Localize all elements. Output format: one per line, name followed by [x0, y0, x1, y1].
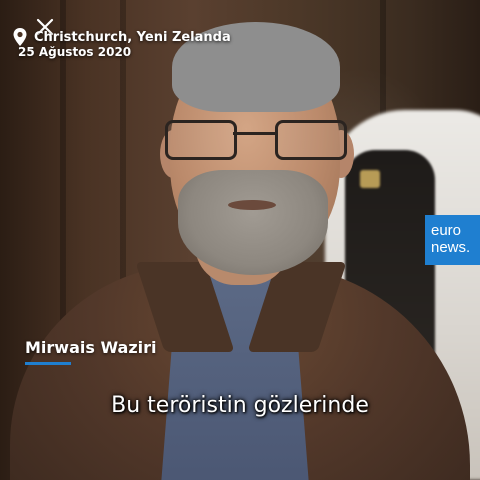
speaker-name-underline: [25, 362, 71, 365]
map-pin-icon: [10, 27, 30, 47]
location-label: [10, 27, 231, 47]
speaker-name: Mirwais Waziri: [25, 338, 157, 357]
man-mouth: [228, 200, 276, 210]
man-glasses: [165, 120, 350, 170]
euronews-logo: [425, 215, 480, 265]
location-text: Christchurch, Yeni Zelanda: [34, 29, 231, 45]
logo-line-2: news.: [431, 239, 471, 256]
subtitle-caption: Bu teröristin gözlerinde: [111, 393, 369, 418]
date-label: 25 Ağustos 2020: [18, 45, 132, 59]
glasses-bridge: [233, 132, 277, 135]
logo-line-1: euro: [431, 222, 462, 239]
glasses-lens-right: [275, 120, 347, 160]
glasses-lens-left: [165, 120, 237, 160]
background-person-badge: [360, 170, 380, 188]
man-beard: [178, 170, 328, 275]
